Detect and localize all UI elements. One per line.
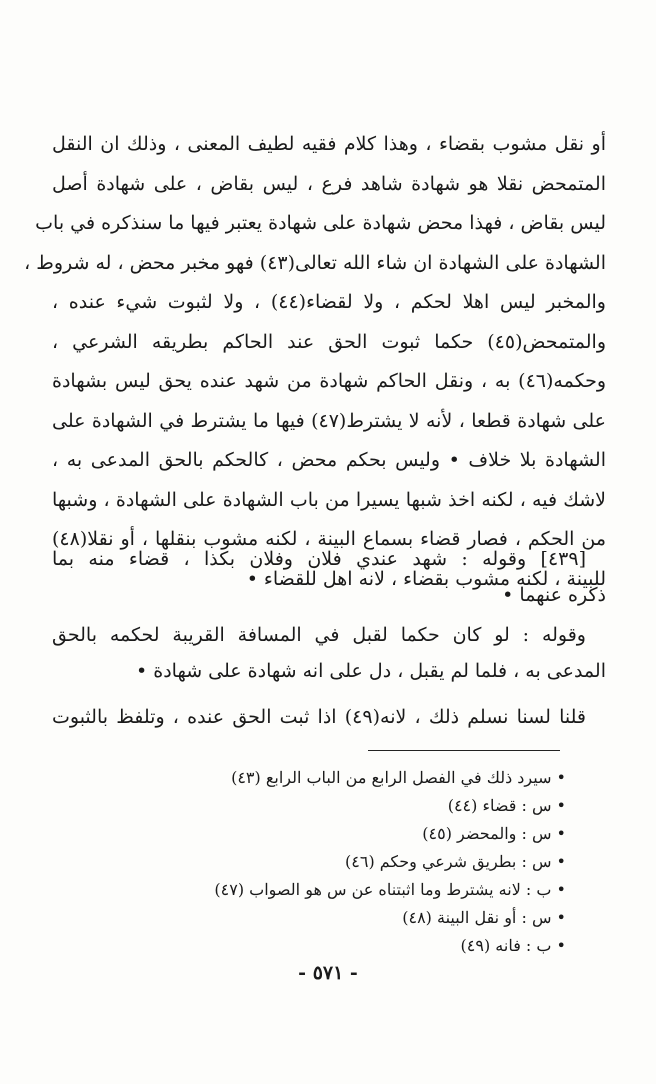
footnote: (٤٨) س : أو نقل البينة • (402, 908, 566, 927)
paragraph-1-line: من الحكم ، فصار قضاء بسماع البينة ، لكنه مشوب بنقلها ، أو نقلا(٤٨) (52, 528, 606, 550)
paragraph-1-line: الشهادة بلا خلاف • وليس بحكم محض ، كالحكم بالحق المدعى به ، (52, 449, 606, 471)
footnote: (٤٣) سيرد ذلك في الفصل الرابع من الباب الرابع • (231, 768, 566, 787)
paragraph-1-line: للبينة ، لكنه مشوب بقضاء ، لانه اهل للقضاء • (246, 567, 606, 590)
paragraph-3-line: وقوله : لو كان حكما لقبل في المسافة القريبة لحكمه بالحق (52, 624, 586, 646)
footnote: (٤٩) ب : فانه • (460, 936, 566, 955)
paragraph-1-line: والمتمحض(٤٥) حكما ثبوت الحق عند الحاكم بطريقه الشرعي ، (52, 330, 606, 353)
paragraph-1-line: الشهادة على الشهادة ان شاء الله تعالى(٤٣) فهو مخبر محض ، له شروط ، (24, 251, 606, 274)
paragraph-3-line: المدعى به ، فلما لم يقبل ، دل على انه شهادة على شهادة • (136, 660, 606, 682)
footnote: (٤٥) س : والمحضر • (422, 824, 566, 843)
paragraph-1-line: وحكمه(٤٦) به ، ونقل الحاكم شهادة من شهد عنده يحق ليس بشهادة (52, 370, 606, 392)
footnote-separator (368, 750, 560, 751)
paragraph-1-line: والمخبر ليس اهلا لحكم ، ولا لقضاء(٤٤) ، ولا لثبوت شيء عنده ، (52, 291, 606, 313)
paragraph-1-line: أو نقل مشوب بقضاء ، وهذا كلام فقيه لطيف المعنى ، وذلك ان النقل (52, 133, 606, 155)
paragraph-1-line: ليس بقاض ، فهذا محض شهادة على شهادة يعتبر فيها ما سنذكره في باب (35, 212, 606, 234)
paragraph-2-line: [٤٣٩] وقوله : شهد عندي فلان وفلان بكذا ، قضاء منه بما (52, 548, 586, 570)
paragraph-1-line: لاشك فيه ، لكنه اخذ شبها يسيرا من باب الشهادة على الشهادة ، وشبها (52, 488, 606, 511)
paragraph-1-line: المتمحض نقلا هو شهادة شاهد فرع ، ليس بقاض ، على شهادة أصل (52, 172, 606, 195)
footnote: (٤٤) س : قضاء • (447, 796, 566, 815)
footnote: (٤٧) ب : لانه يشترط وما اثبتناه عن س هو الصواب • (214, 880, 566, 899)
footnote: (٤٦) س : بطريق شرعي وحكم • (345, 852, 566, 871)
paragraph-4-line: قلنا لسنا نسلم ذلك ، لانه(٤٩) اذا ثبت الحق عنده ، وتلفظ بالثبوت (52, 706, 586, 728)
page-number: - ٥٧١ - (298, 962, 358, 984)
paragraph-1-line: على شهادة قطعا ، لأنه لا يشترط(٤٧) فيها ما يشترط في الشهادة على (52, 409, 606, 432)
paragraph-2-line: ذكره عنهما • (502, 584, 606, 606)
